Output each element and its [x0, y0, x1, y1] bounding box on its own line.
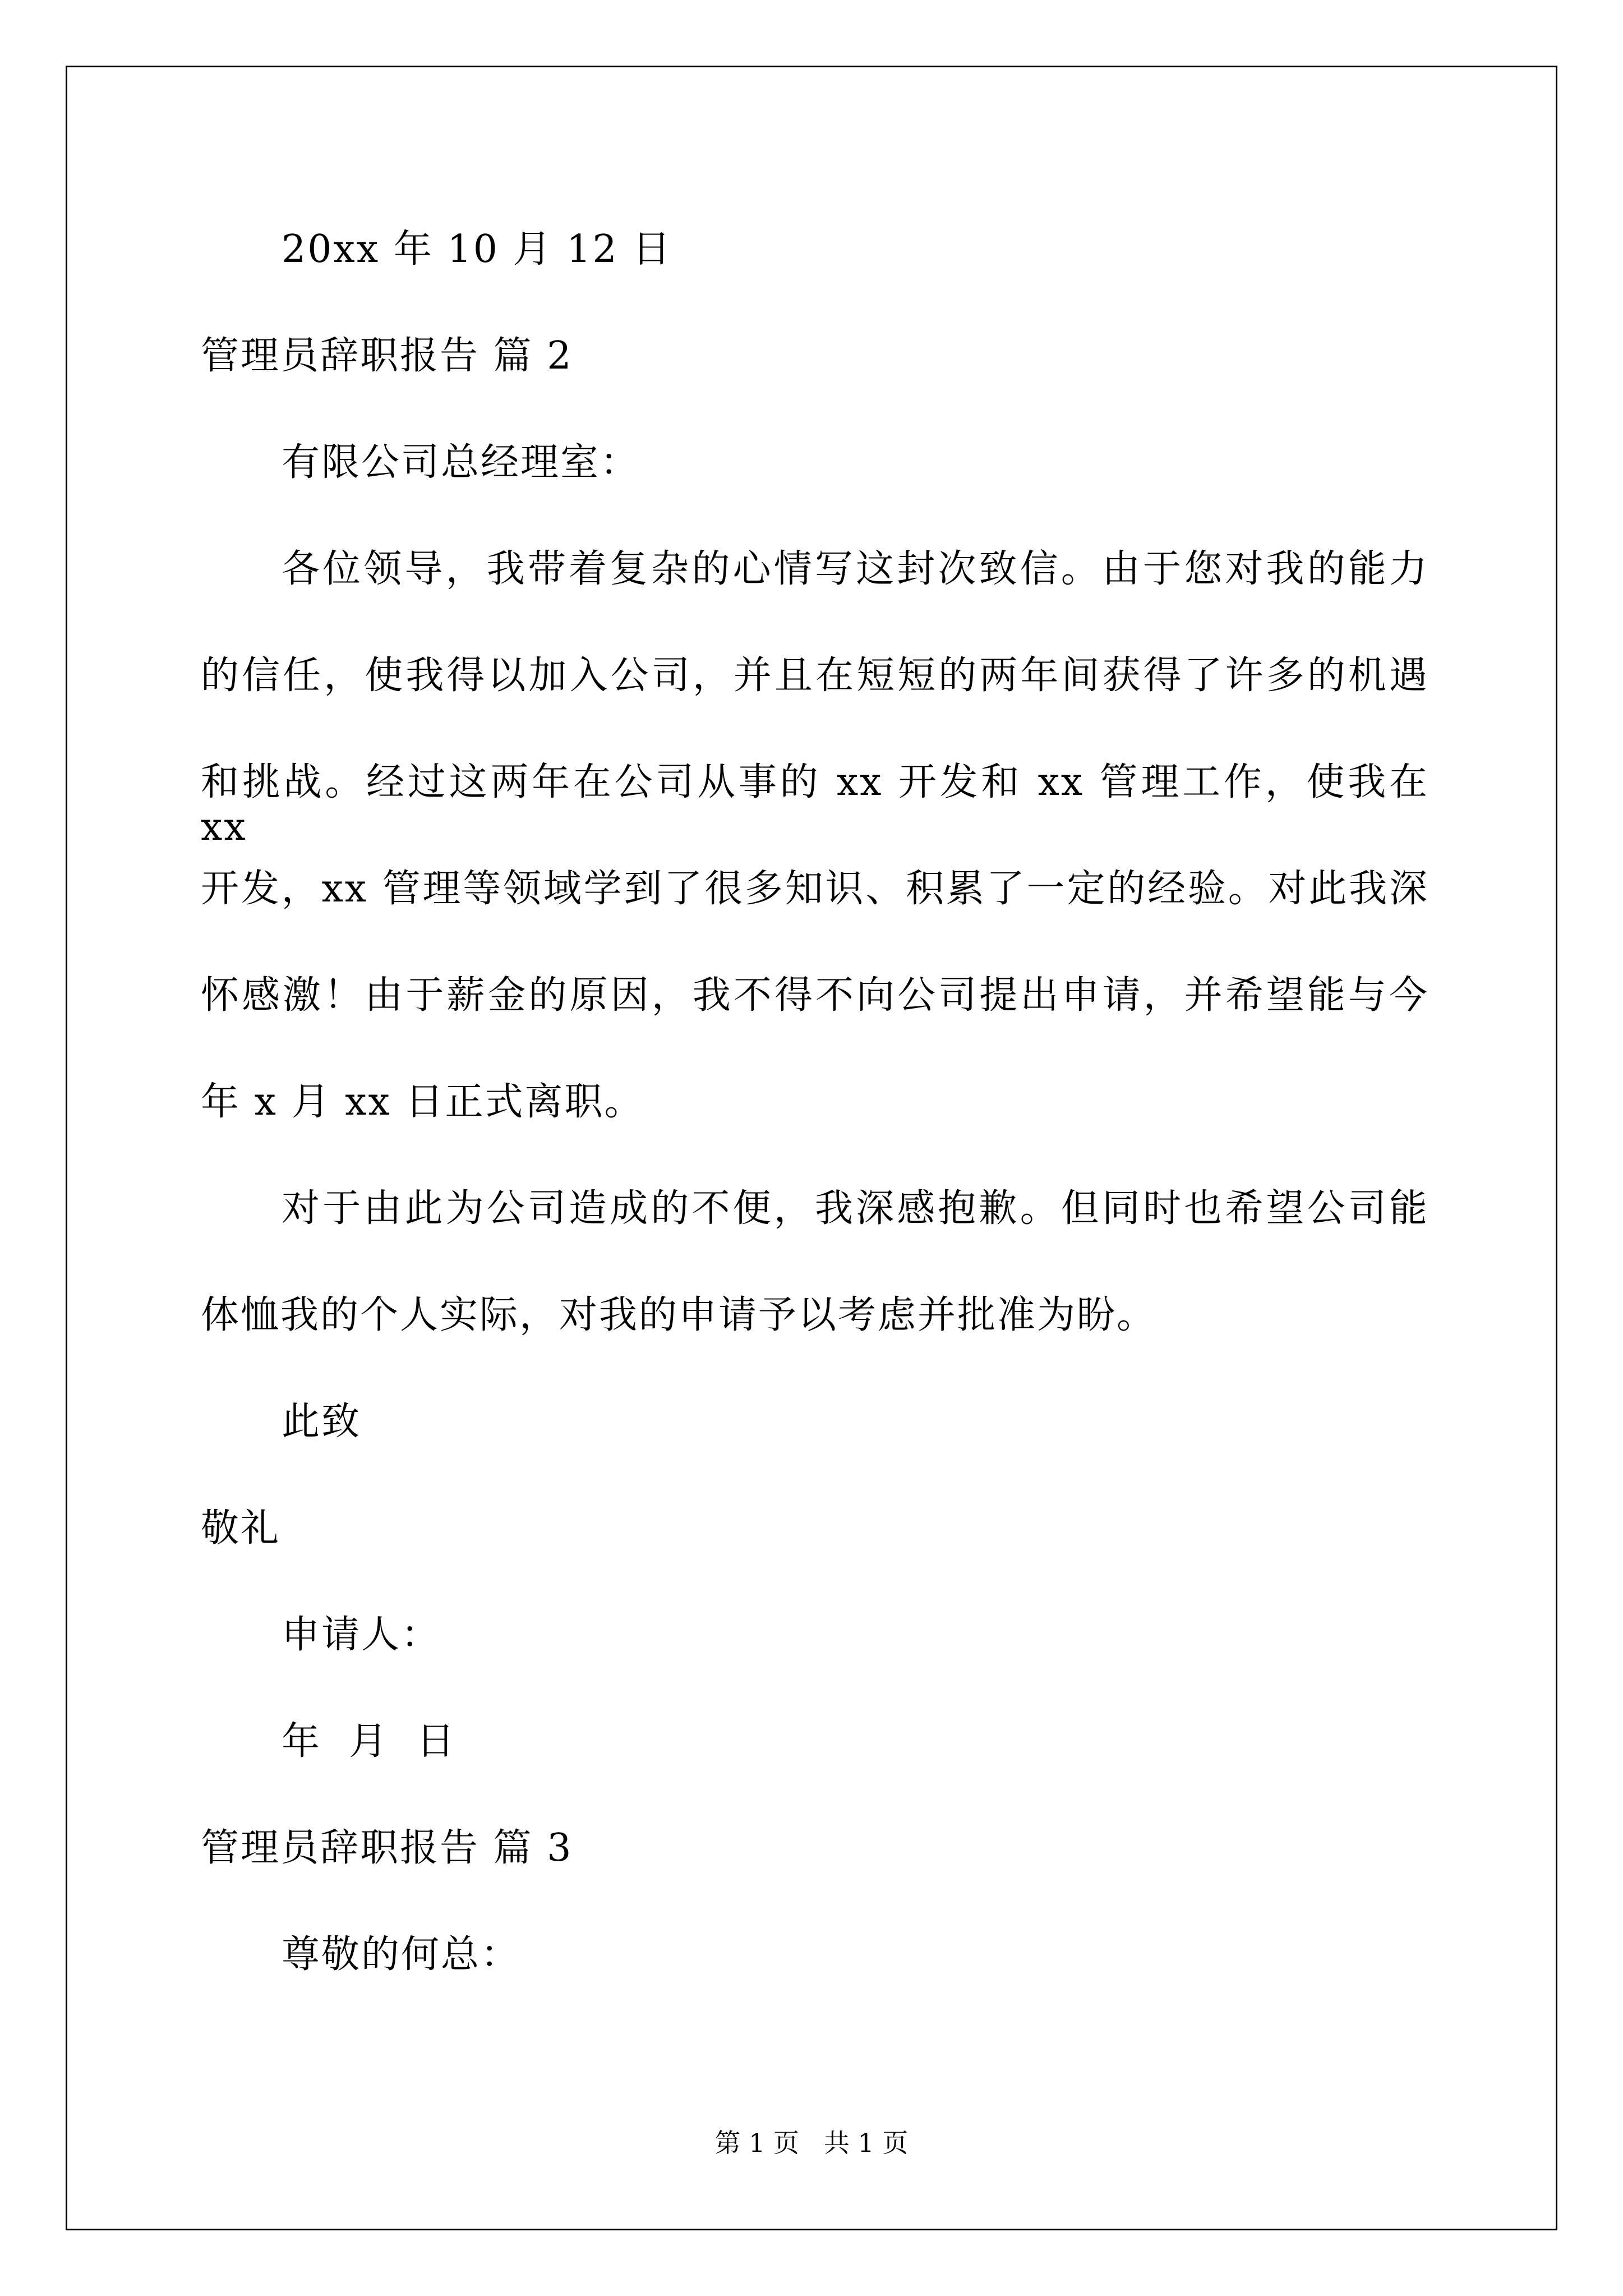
salutation-2: 有限公司总经理室：: [282, 440, 640, 485]
paragraph-2-line-1: 对于由此为公司造成的不便，我深感抱歉。但同时也希望公司能: [282, 1186, 1429, 1231]
paragraph-1-line-5: 怀感激！由于薪金的原因，我不得不向公司提出申请，并希望能与今: [201, 973, 1429, 1018]
closing-jing-li: 敬礼: [201, 1506, 281, 1550]
applicant-label: 申请人：: [282, 1613, 441, 1657]
section-heading-2: 管理员辞职报告 篇 2: [201, 334, 573, 378]
paragraph-2-line-2: 体恤我的个人实际，对我的申请予以考虑并批准为盼。: [201, 1293, 1157, 1337]
paragraph-1-line-3: 和挑战。经过这两年在公司从事的 xx 开发和 xx 管理工作，使我在 xx: [201, 760, 1429, 849]
paragraph-1-line-6: 年 x 月 xx 日正式离职。: [201, 1080, 644, 1124]
closing-ci-zhi: 此致: [282, 1400, 362, 1444]
paragraph-1-line-2: 的信任，使我得以加入公司，并且在短短的两年间获得了许多的机遇: [201, 654, 1429, 698]
date-line: 20xx 年 10 月 12 日: [282, 227, 672, 272]
page-footer: 第 1 页 共 1 页: [714, 2128, 909, 2158]
paragraph-1-line-4: 开发，xx 管理等领域学到了很多知识、积累了一定的经验。对此我深: [201, 867, 1429, 911]
section-heading-3: 管理员辞职报告 篇 3: [201, 1826, 573, 1870]
paragraph-1-line-1: 各位领导，我带着复杂的心情写这封次致信。由于您对我的能力: [282, 547, 1429, 591]
salutation-3: 尊敬的何总：: [282, 1932, 521, 1977]
date-blank: 年 月 日: [282, 1719, 457, 1764]
page-border: [66, 66, 1557, 2230]
